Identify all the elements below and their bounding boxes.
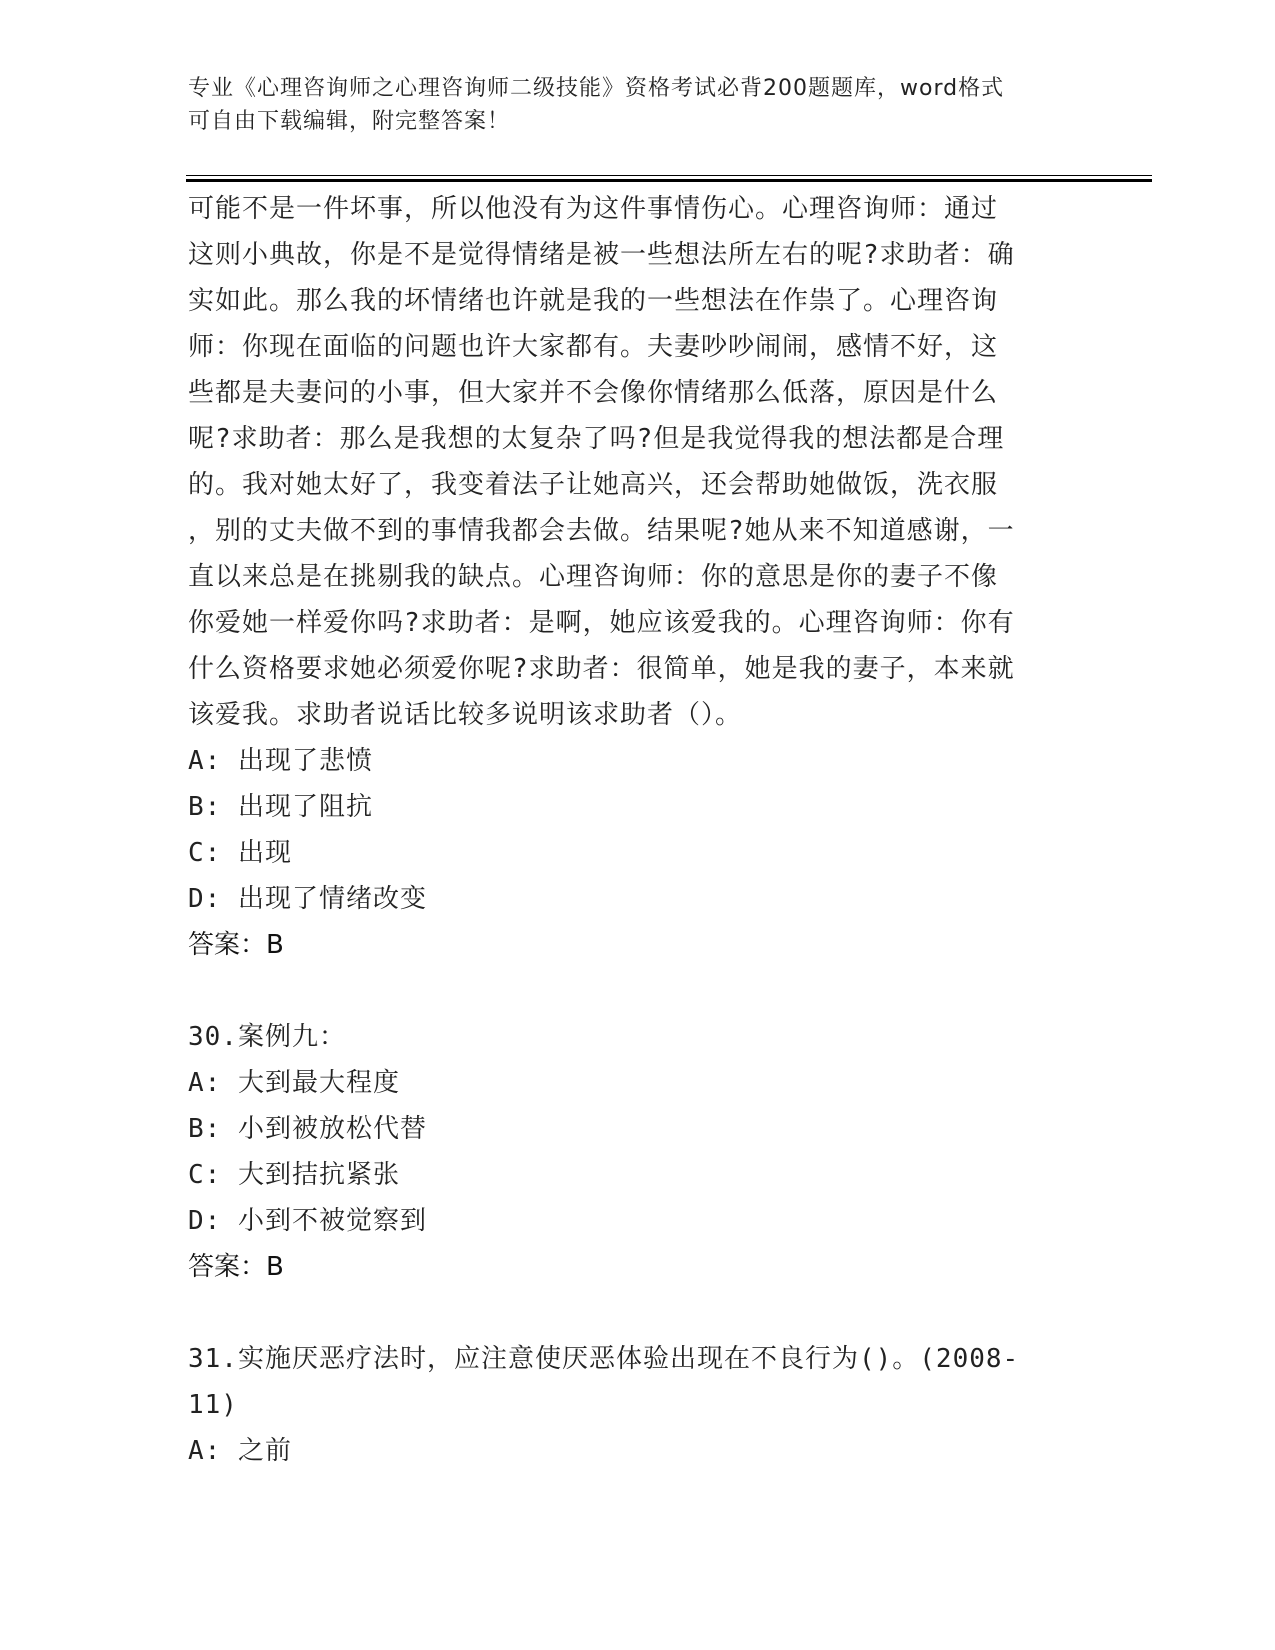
option-a: A: 大到最大程度 [188, 1068, 400, 1098]
question-stem-line: 30.案例九： [188, 1022, 346, 1052]
question-stem-line: 可能不是一件坏事，所以他没有为这件事情伤心。心理咨询师：通过 [188, 194, 999, 224]
question-29 [188, 186, 1078, 968]
question-stem-line: 该爱我。求助者说话比较多说明该求助者（）。 [188, 700, 743, 730]
option-c: C: 出现 [188, 838, 292, 868]
spacer [188, 968, 1078, 1014]
question-stem-line: 些都是夫妻问的小事，但大家并不会像你情绪那么低落，原因是什么 [188, 378, 999, 408]
header-line-1: 专业《心理咨询师之心理咨询师二级技能》资格考试必背200题题库，word格式 [188, 76, 1005, 101]
option-c: C: 大到拮抗紧张 [188, 1160, 400, 1190]
question-stem-line: 直以来总是在挑剔我的缺点。心理咨询师：你的意思是你的妻子不像 [188, 562, 999, 592]
question-stem-line: 实如此。那么我的坏情绪也许就是我的一些想法在作祟了。心理咨询 [188, 286, 999, 316]
question-stem-line: 的。我对她太好了，我变着法子让她高兴，还会帮助她做饭，洗衣服 [188, 470, 999, 500]
answer-label: 答案：B [188, 930, 284, 960]
question-stem-line: 这则小典故，你是不是觉得情绪是被一些想法所左右的呢?求助者：确 [188, 240, 1015, 270]
header-line-2: 可自由下载编辑，附完整答案！ [188, 109, 511, 134]
document-content [188, 186, 1078, 1474]
header-divider-thick [186, 179, 1152, 182]
option-b: B: 小到被放松代替 [188, 1114, 427, 1144]
question-stem-line: 你爱她一样爱你吗?求助者：是啊，她应该爱我的。心理咨询师：你有 [188, 608, 1015, 638]
option-d: D: 小到不被觉察到 [188, 1206, 427, 1236]
question-stem-line: 呢?求助者：那么是我想的太复杂了吗?但是我觉得我的想法都是合理 [188, 424, 1005, 454]
question-stem-line: ，别的丈夫做不到的事情我都会去做。结果呢?她从来不知道感谢，一 [188, 516, 1015, 546]
question-stem-line: 什么资格要求她必须爱你呢?求助者：很简单，她是我的妻子，本来就 [188, 654, 1015, 684]
question-stem-line: 师：你现在面临的问题也许大家都有。夫妻吵吵闹闹，感情不好，这 [188, 332, 999, 362]
option-a: A: 之前 [188, 1436, 292, 1466]
option-a: A: 出现了悲愤 [188, 746, 373, 776]
header-divider-thin [186, 175, 1152, 176]
question-31 [188, 1336, 1078, 1474]
question-stem-line: 11) [188, 1390, 238, 1420]
answer-label: 答案：B [188, 1252, 284, 1282]
question-30 [188, 1014, 1078, 1290]
question-stem-line: 31.实施厌恶疗法时，应注意使厌恶体验出现在不良行为()。(2008- [188, 1344, 1020, 1374]
option-d: D: 出现了情绪改变 [188, 884, 427, 914]
document-header [188, 72, 1068, 138]
spacer [188, 1290, 1078, 1336]
option-b: B: 出现了阻抗 [188, 792, 373, 822]
